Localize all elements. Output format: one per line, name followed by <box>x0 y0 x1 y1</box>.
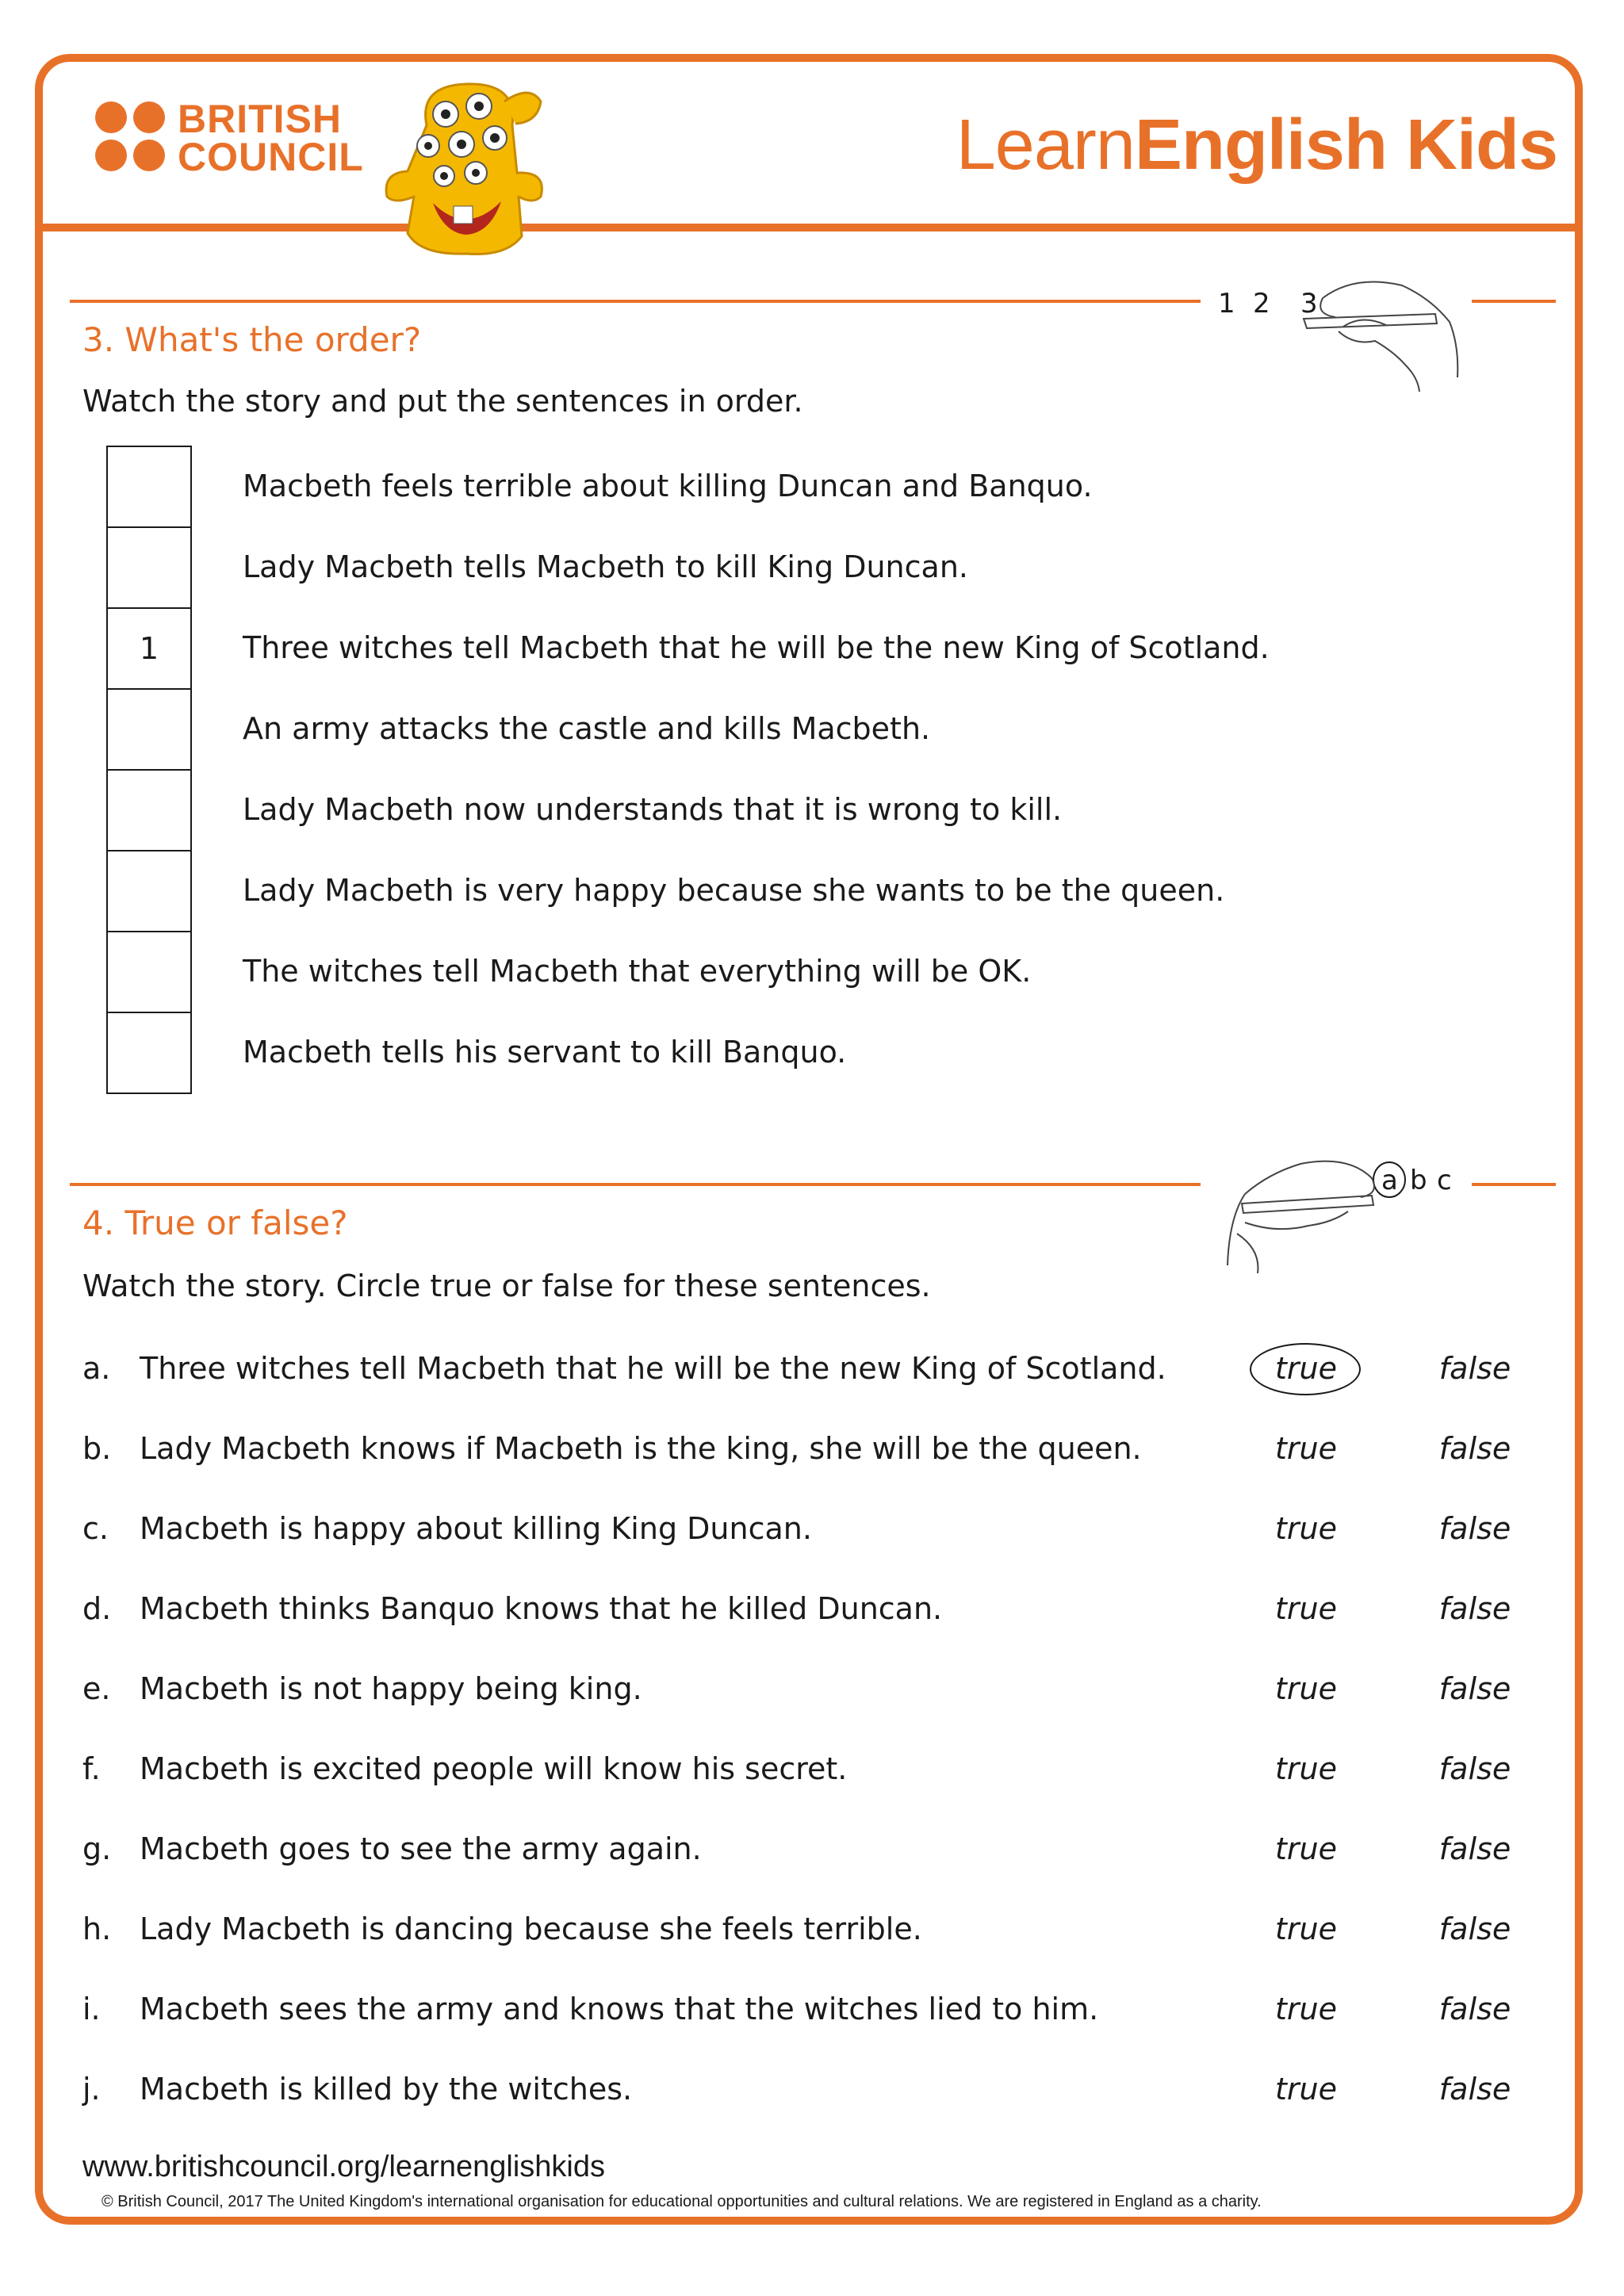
order-sentence: Lady Macbeth is very happy because she wants to be the queen. <box>243 873 1225 908</box>
tf-letter: b. <box>82 1431 112 1466</box>
order-sentence: Three witches tell Macbeth that he will be the new King of Scotland. <box>243 630 1270 665</box>
order-box[interactable] <box>108 771 190 851</box>
section3-icon-label-3: 3 <box>1300 288 1318 320</box>
tf-statement: Macbeth sees the army and knows that the witches lied to him. <box>140 1992 1099 2026</box>
british-council-logo <box>95 97 365 189</box>
tf-true-option[interactable]: true <box>1275 1431 1337 1466</box>
tf-letter: f. <box>82 1751 101 1786</box>
footer-copyright: © British Council, 2017 The United Kingdom's international organisation for educational opportunities and cultural relations. We are registered in England as a charity. <box>102 2193 1262 2210</box>
order-sentence: Lady Macbeth tells Macbeth to kill King Duncan. <box>243 549 968 584</box>
section3-icon-label-1: 1 <box>1218 288 1235 320</box>
tf-row <box>82 1809 1557 1889</box>
learnenglish-kids-logo <box>956 105 1557 186</box>
order-boxes <box>106 446 192 1094</box>
section4-rule-right <box>1472 1183 1556 1186</box>
writing-hand-circle-icon <box>1213 1146 1467 1273</box>
tf-row <box>82 1489 1557 1569</box>
order-box[interactable] <box>108 447 190 528</box>
tf-false-option[interactable]: false <box>1438 1511 1511 1546</box>
tf-false-option[interactable]: false <box>1438 1431 1511 1466</box>
section3-title: 3. What's the order? <box>82 320 422 359</box>
header-divider <box>35 224 1583 232</box>
tf-statement: Lady Macbeth is dancing because she feels terrible. <box>140 1911 922 1946</box>
section4-icon-label-b: b <box>1410 1165 1427 1196</box>
order-box[interactable] <box>108 1013 190 1094</box>
tf-row <box>82 1409 1557 1489</box>
tf-statement: Macbeth is killed by the witches. <box>140 2072 633 2107</box>
tf-false-option[interactable]: false <box>1438 1351 1511 1386</box>
tf-letter: g. <box>82 1831 112 1866</box>
tf-true-option[interactable]: true <box>1275 1591 1337 1626</box>
order-box[interactable] <box>108 851 190 932</box>
tf-row <box>82 1649 1557 1729</box>
tf-row <box>82 1729 1557 1809</box>
tf-false-option[interactable]: false <box>1438 2072 1511 2107</box>
writing-hand-icon <box>1212 266 1465 393</box>
tf-letter: j. <box>82 2072 101 2107</box>
lek-logo-bold: English Kids <box>1134 105 1557 185</box>
section4-rule-left <box>70 1183 1201 1186</box>
tf-row <box>82 1889 1557 1969</box>
tf-letter: a. <box>82 1351 111 1386</box>
tf-row <box>82 1969 1557 2049</box>
bc-logo-line1: BRITISH <box>178 97 342 141</box>
section4-instruction: Watch the story. Circle true or false for these sentences. <box>82 1269 931 1303</box>
order-sentence: An army attacks the castle and kills Macbeth. <box>243 711 931 746</box>
section3-icon-label-2: 2 <box>1253 288 1270 320</box>
order-sentence: The witches tell Macbeth that everything will be OK. <box>243 954 1032 989</box>
order-box[interactable] <box>108 690 190 771</box>
tf-false-option[interactable]: false <box>1438 1591 1511 1626</box>
true-false-list <box>82 1329 1557 2130</box>
section4-icon-label-a: a <box>1381 1165 1398 1196</box>
order-box[interactable] <box>108 528 190 609</box>
tf-row <box>82 2049 1557 2130</box>
tf-statement: Macbeth is excited people will know his secret. <box>140 1751 848 1786</box>
order-box[interactable]: 1 <box>108 609 190 690</box>
section4-title: 4. True or false? <box>82 1203 348 1242</box>
tf-letter: e. <box>82 1671 111 1706</box>
tf-true-option[interactable]: true <box>1275 1831 1337 1866</box>
tf-false-option[interactable]: false <box>1438 1992 1511 2026</box>
tf-statement: Macbeth is happy about killing King Duncan. <box>140 1511 812 1546</box>
tf-true-option[interactable]: true <box>1275 1511 1337 1546</box>
tf-letter: i. <box>82 1992 101 2026</box>
section4-icon-label-c: c <box>1437 1165 1452 1196</box>
monster-mascot-icon <box>371 78 561 262</box>
tf-false-option[interactable]: false <box>1438 1671 1511 1706</box>
order-sentence: Lady Macbeth now understands that it is wrong to kill. <box>243 792 1063 827</box>
bc-dots-icon <box>95 101 168 174</box>
tf-true-option[interactable]: true <box>1275 1671 1337 1706</box>
tf-false-option[interactable]: false <box>1438 1831 1511 1866</box>
tf-row <box>82 1329 1557 1409</box>
tf-letter: h. <box>82 1911 112 1946</box>
tf-true-option[interactable]: true <box>1275 1911 1337 1946</box>
tf-row <box>82 1569 1557 1649</box>
order-sentence: Macbeth tells his servant to kill Banquo. <box>243 1035 847 1070</box>
tf-true-option[interactable]: true <box>1275 1992 1337 2026</box>
tf-letter: c. <box>82 1511 109 1546</box>
tf-statement: Macbeth is not happy being king. <box>140 1671 642 1706</box>
tf-true-option-circled[interactable]: true <box>1251 1329 1361 1409</box>
tf-false-option[interactable]: false <box>1438 1911 1511 1946</box>
order-box[interactable] <box>108 932 190 1013</box>
bc-logo-line2: COUNCIL <box>178 135 364 179</box>
tf-statement: Lady Macbeth knows if Macbeth is the king, she will be the queen. <box>140 1431 1142 1466</box>
tf-true-option[interactable]: true <box>1275 2072 1337 2107</box>
section3-rule-right <box>1472 300 1556 303</box>
tf-true-option[interactable]: true <box>1275 1751 1337 1786</box>
lek-logo-light: Learn <box>956 105 1135 185</box>
footer-url: www.britishcouncil.org/learnenglishkids <box>82 2150 605 2183</box>
tf-statement: Three witches tell Macbeth that he will be the new King of Scotland. <box>140 1351 1166 1386</box>
tf-letter: d. <box>82 1591 112 1626</box>
tf-statement: Macbeth thinks Banquo knows that he killed Duncan. <box>140 1591 943 1626</box>
section3-instruction: Watch the story and put the sentences in order. <box>82 384 803 419</box>
tf-false-option[interactable]: false <box>1438 1751 1511 1786</box>
order-sentence-list <box>243 446 1270 1093</box>
section3-rule-left <box>70 300 1201 303</box>
tf-statement: Macbeth goes to see the army again. <box>140 1831 702 1866</box>
order-sentence: Macbeth feels terrible about killing Duncan and Banquo. <box>243 469 1093 503</box>
